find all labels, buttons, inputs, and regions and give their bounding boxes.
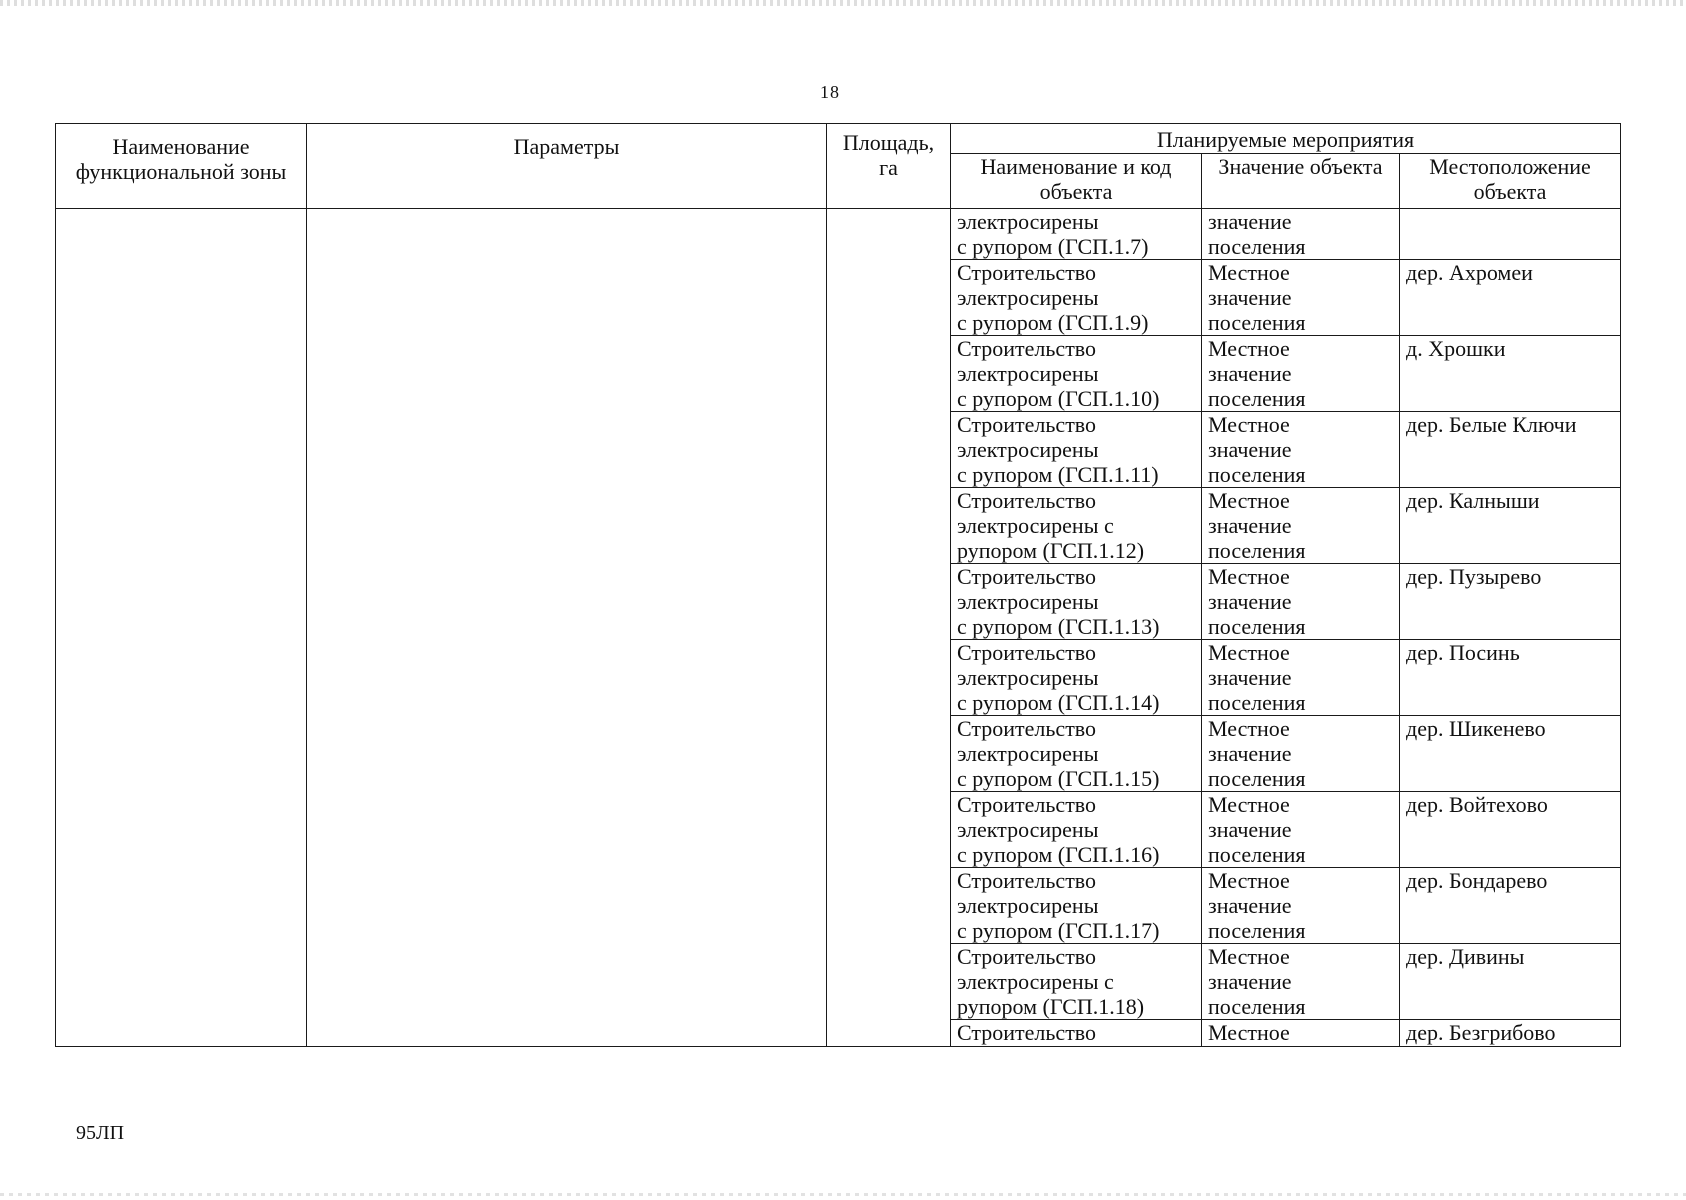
cell-text-line: значение	[1208, 361, 1292, 386]
cell-text-line: значение	[1208, 741, 1292, 766]
object-location-cell: дер. Пузырево	[1400, 564, 1621, 640]
header-planned-measures: Планируемые мероприятия	[951, 124, 1621, 154]
object-location-cell: дер. Калныши	[1400, 488, 1621, 564]
cell-text-line: Строительство	[957, 792, 1097, 817]
page-number: 18	[820, 82, 840, 102]
object-significance-cell	[1202, 564, 1400, 640]
cell-text-line: с рупором (ГСП.1.7)	[957, 234, 1149, 259]
cell-text-line: значение	[1208, 437, 1292, 462]
cell-text-line: поселения	[1208, 310, 1306, 335]
object-name-cell	[951, 868, 1202, 944]
header-area: Площадь, га	[827, 124, 951, 209]
cell-text-line: значение	[1208, 589, 1292, 614]
header-object-location: Местоположение объекта	[1400, 154, 1621, 209]
object-location-cell: дер. Безгрибово	[1400, 1020, 1621, 1047]
cell-text-line: Строительство	[957, 716, 1097, 741]
cell-text-line: Строительство	[957, 488, 1097, 513]
object-location-cell: дер. Дивины	[1400, 944, 1621, 1020]
cell-text-line: рупором (ГСП.1.18)	[957, 994, 1145, 1019]
object-location-cell: дер. Войтехово	[1400, 792, 1621, 868]
cell-text-line: значение	[1208, 969, 1292, 994]
object-location-cell: дер. Шикенево	[1400, 716, 1621, 792]
scan-edge-bottom	[0, 1193, 1686, 1196]
cell-text-line: значение	[1208, 665, 1292, 690]
cell-text-line: электросирены	[957, 361, 1099, 386]
parameters-cell	[307, 209, 827, 1047]
object-location-cell: д. Хрошки	[1400, 336, 1621, 412]
scan-edge-top	[0, 0, 1686, 6]
object-name-cell	[951, 336, 1202, 412]
cell-text-line: Строительство	[957, 412, 1097, 437]
cell-text-line: электросирены с	[957, 513, 1114, 538]
cell-text-line: Местное	[1208, 564, 1290, 589]
cell-text-line: значение	[1208, 817, 1292, 842]
cell-text-line: с рупором (ГСП.1.9)	[957, 310, 1149, 335]
object-significance-cell	[1202, 792, 1400, 868]
cell-text-line: электросирены	[957, 741, 1099, 766]
header-object-name-code: Наименование и код объекта	[951, 154, 1202, 209]
cell-text-line: Местное	[1208, 944, 1290, 969]
cell-text-line: электросирены	[957, 817, 1099, 842]
object-significance-cell	[1202, 412, 1400, 488]
object-significance-cell	[1202, 1020, 1400, 1047]
cell-text-line: с рупором (ГСП.1.15)	[957, 766, 1160, 791]
cell-text-line: Местное	[1208, 336, 1290, 361]
object-significance-cell	[1202, 868, 1400, 944]
cell-text-line: поселения	[1208, 766, 1306, 791]
cell-text-line: электросирены	[957, 589, 1099, 614]
cell-text-line: поселения	[1208, 994, 1306, 1019]
cell-text-line: поселения	[1208, 386, 1306, 411]
object-name-cell	[951, 412, 1202, 488]
cell-text-line: Строительство	[957, 336, 1097, 361]
object-name-cell	[951, 944, 1202, 1020]
cell-text-line: Местное	[1208, 792, 1290, 817]
cell-text-line: Строительство	[957, 640, 1097, 665]
cell-text-line: Строительство	[957, 944, 1097, 969]
cell-text-line: с рупором (ГСП.1.11)	[957, 462, 1159, 487]
header-parameters: Параметры	[307, 124, 827, 209]
cell-text-line: с рупором (ГСП.1.16)	[957, 842, 1160, 867]
object-name-cell	[951, 209, 1202, 260]
cell-text-line: Местное	[1208, 640, 1290, 665]
cell-text-line: Местное	[1208, 488, 1290, 513]
cell-text-line: с рупором (ГСП.1.10)	[957, 386, 1160, 411]
object-significance-cell	[1202, 640, 1400, 716]
object-significance-cell	[1202, 488, 1400, 564]
cell-text-line: Строительство	[957, 260, 1097, 285]
object-location-cell	[1400, 209, 1621, 260]
object-location-cell: дер. Ахромеи	[1400, 260, 1621, 336]
cell-text-line: электросирены	[957, 437, 1099, 462]
zone-name-cell	[56, 209, 307, 1047]
header-object-significance: Значение объекта	[1202, 154, 1400, 209]
object-name-cell	[951, 792, 1202, 868]
cell-text-line: значение	[1208, 513, 1292, 538]
object-location-cell: дер. Бондарево	[1400, 868, 1621, 944]
cell-text-line: с рупором (ГСП.1.17)	[957, 918, 1160, 943]
object-location-cell: дер. Белые Ключи	[1400, 412, 1621, 488]
object-significance-cell	[1202, 209, 1400, 260]
cell-text-line: электросирены	[957, 893, 1099, 918]
table-body	[56, 209, 1621, 1047]
cell-text-line: Местное	[1208, 868, 1290, 893]
object-name-cell	[951, 488, 1202, 564]
area-cell	[827, 209, 951, 1047]
cell-text-line: Местное	[1208, 716, 1290, 741]
cell-text-line: значение	[1208, 285, 1292, 310]
cell-text-line: электросирены	[957, 665, 1099, 690]
cell-text-line: поселения	[1208, 690, 1306, 715]
object-name-cell	[951, 716, 1202, 792]
object-significance-cell	[1202, 336, 1400, 412]
cell-text-line: Местное	[1208, 260, 1290, 285]
cell-text-line: поселения	[1208, 842, 1306, 867]
cell-text-line: Строительство	[957, 564, 1097, 589]
cell-text-line: Местное	[1208, 1020, 1290, 1045]
cell-text-line: поселения	[1208, 538, 1306, 563]
header-row-top	[56, 124, 1621, 154]
cell-text-line: значение	[1208, 893, 1292, 918]
object-significance-cell	[1202, 716, 1400, 792]
header-zone-name: Наименование функциональной зоны	[56, 124, 307, 209]
cell-text-line: поселения	[1208, 234, 1306, 259]
cell-text-line: значение	[1208, 209, 1292, 234]
cell-text-line: Местное	[1208, 412, 1290, 437]
cell-text-line: электросирены	[957, 285, 1099, 310]
cell-text-line: поселения	[1208, 918, 1306, 943]
object-name-cell	[951, 260, 1202, 336]
cell-text-line: с рупором (ГСП.1.13)	[957, 614, 1160, 639]
cell-text-line: поселения	[1208, 614, 1306, 639]
document-code: 95ЛП	[76, 1122, 125, 1144]
cell-text-line: с рупором (ГСП.1.14)	[957, 690, 1160, 715]
cell-text-line: электросирены с	[957, 969, 1114, 994]
cell-text-line: поселения	[1208, 462, 1306, 487]
object-name-cell	[951, 1020, 1202, 1047]
planned-measures-table	[55, 123, 1621, 1047]
object-significance-cell	[1202, 260, 1400, 336]
object-location-cell: дер. Посинь	[1400, 640, 1621, 716]
object-name-cell	[951, 564, 1202, 640]
cell-text-line: Строительство	[957, 868, 1097, 893]
object-significance-cell	[1202, 944, 1400, 1020]
object-name-cell	[951, 640, 1202, 716]
cell-text-line: Строительство	[957, 1020, 1097, 1045]
cell-text-line: рупором (ГСП.1.12)	[957, 538, 1145, 563]
table-row	[56, 209, 1621, 260]
cell-text-line: электросирены	[957, 209, 1099, 234]
